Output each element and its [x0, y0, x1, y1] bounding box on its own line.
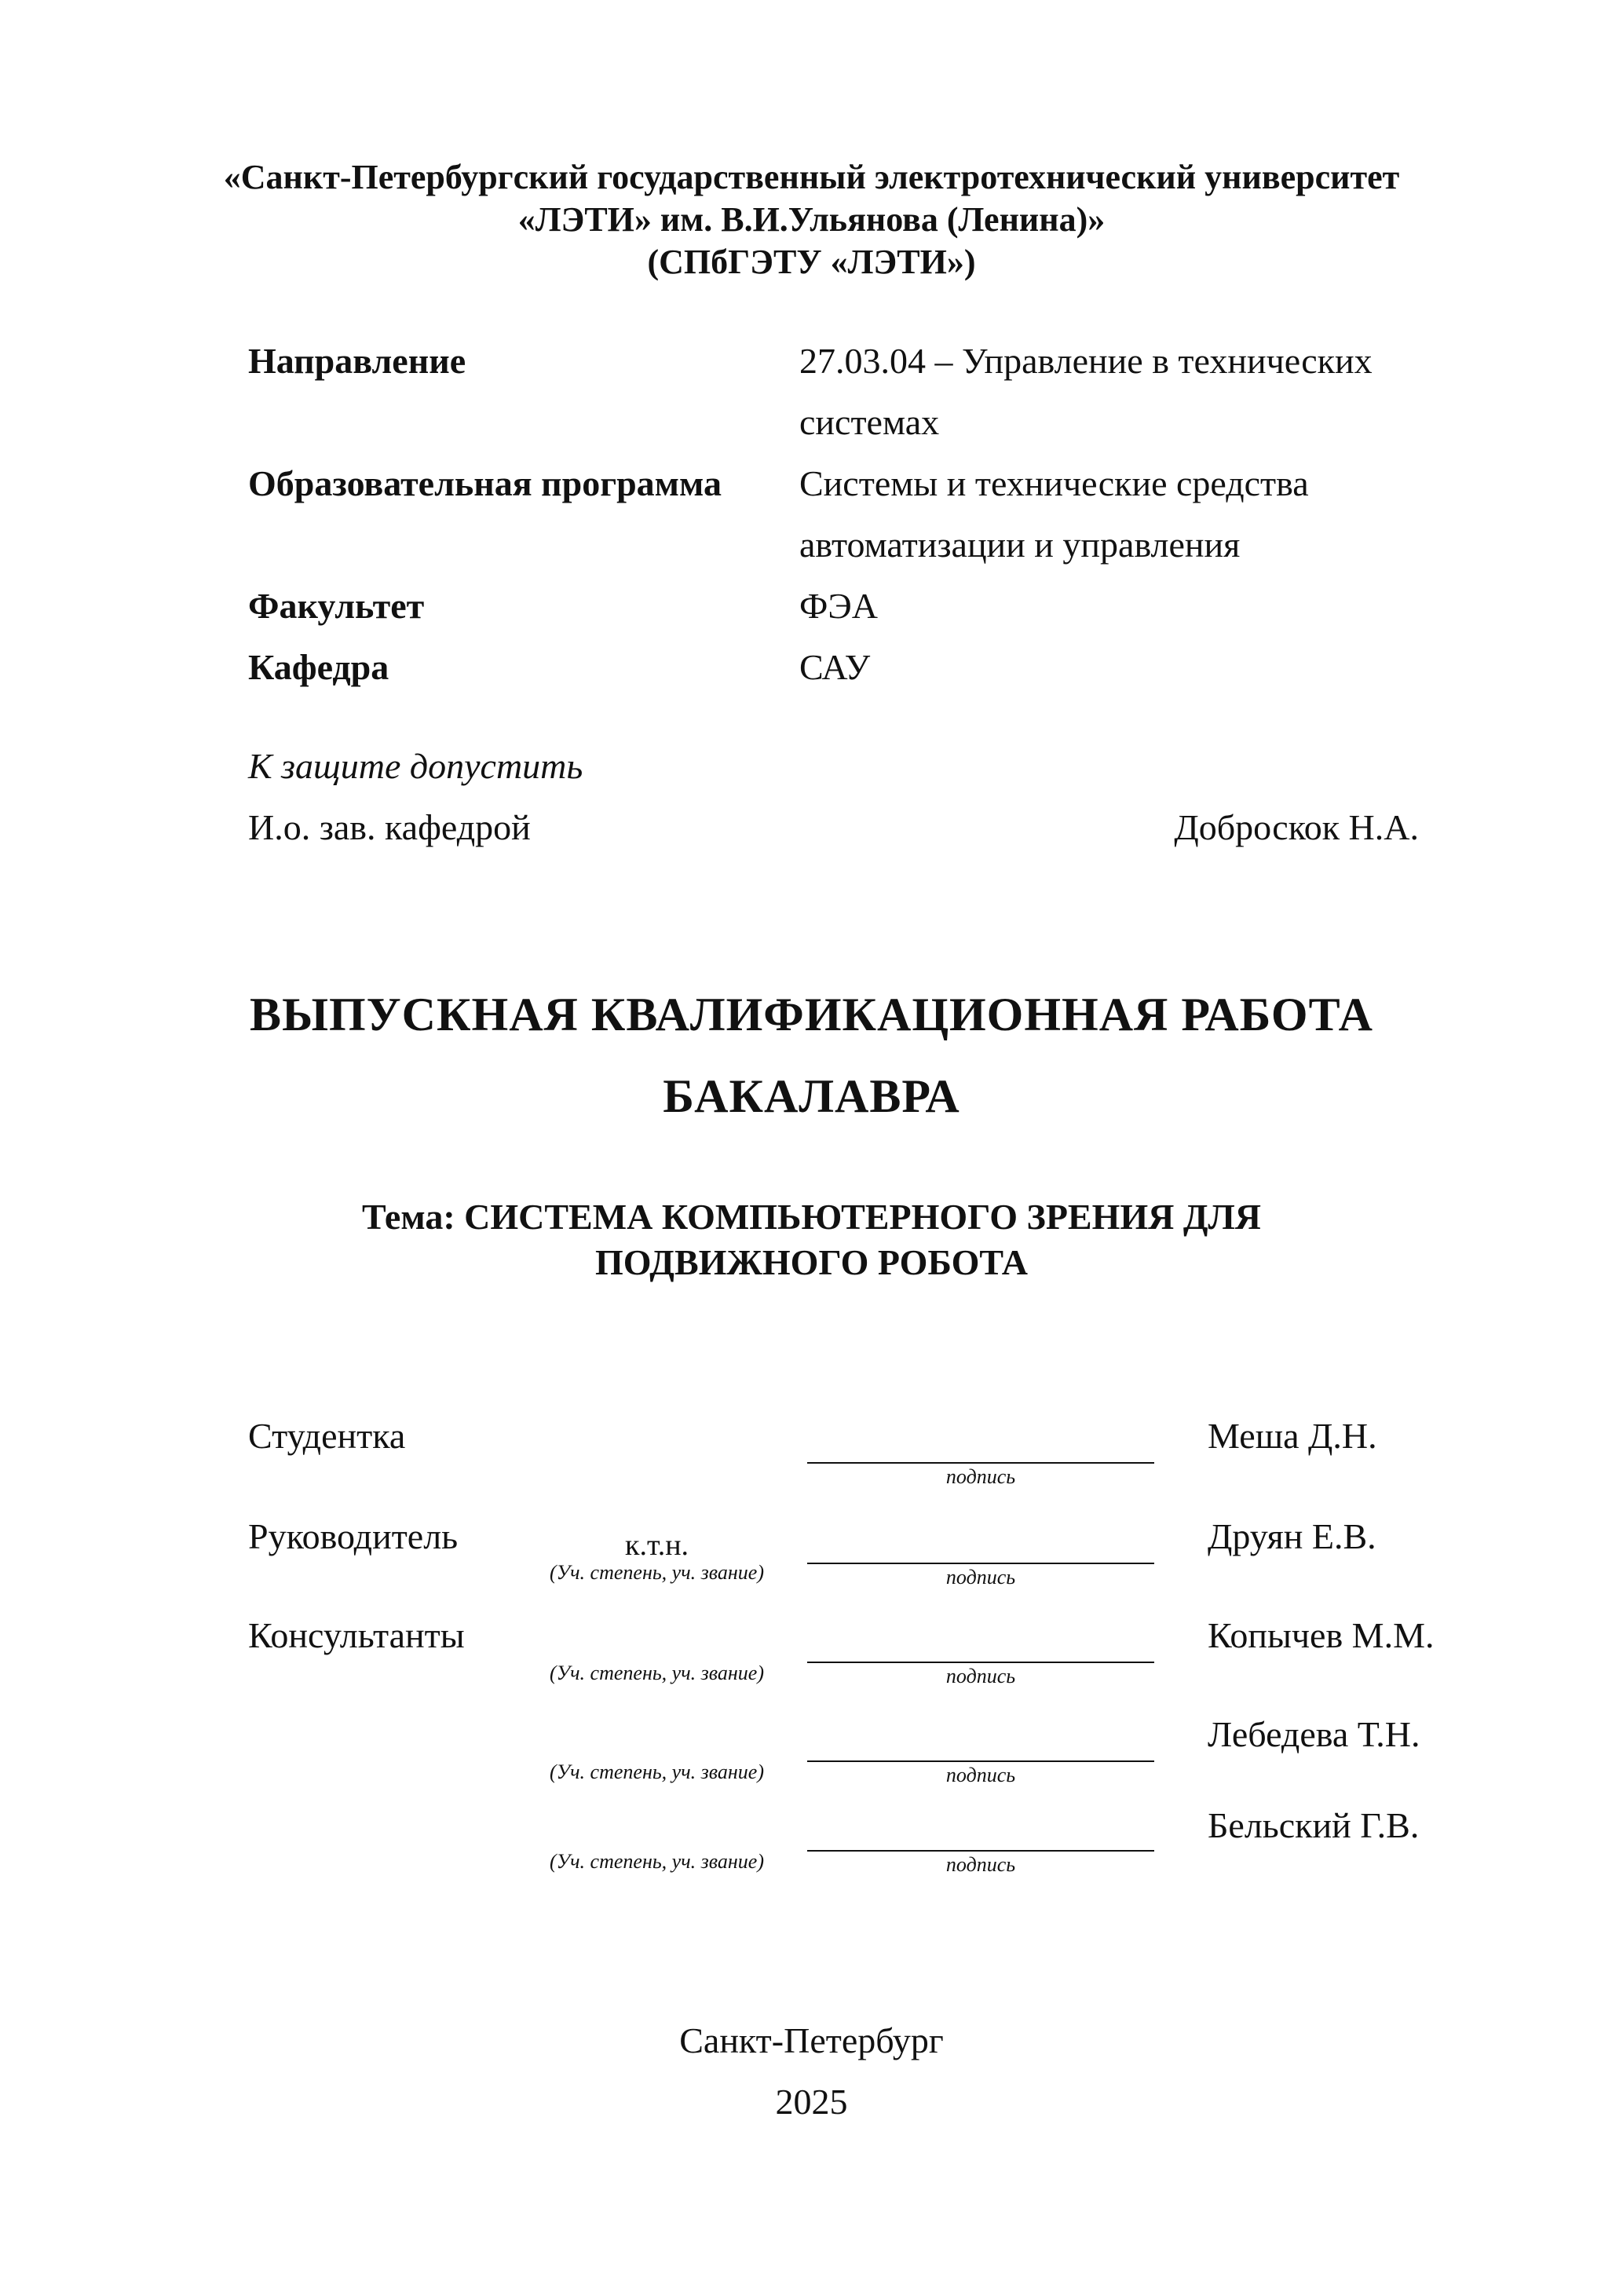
program-value-line2: автоматизации и управления — [799, 525, 1241, 565]
theme-line1: Тема: СИСТЕМА КОМПЬЮТЕРНОГО ЗРЕНИЯ ДЛЯ — [361, 1197, 1262, 1237]
admission-label: К защите допустить — [248, 746, 583, 786]
faculty-value: ФЭА — [799, 586, 878, 626]
consultant3-signature-line — [807, 1850, 1154, 1852]
supervisor-degree-caption: (Уч. степень, уч. звание) — [550, 1561, 764, 1584]
direction-value-line1: 27.03.04 – Управление в технических — [799, 341, 1373, 381]
student-signature-line — [807, 1462, 1154, 1464]
department-head-name: Доброскок Н.А. — [1174, 807, 1419, 847]
direction-label: Направление — [248, 341, 466, 381]
consultant1-signature-caption: подпись — [945, 1665, 1016, 1687]
consultant2-signature-caption: подпись — [945, 1764, 1016, 1786]
program-label: Образовательная программа — [248, 463, 722, 503]
program-value-line1: Системы и технические средства — [799, 463, 1309, 503]
university-name-line1: «Санкт-Петербургский государственный электротехнический университет — [223, 158, 1400, 196]
university-abbr: (СПбГЭТУ «ЛЭТИ») — [647, 243, 976, 281]
supervisor-signature-caption: подпись — [945, 1566, 1016, 1589]
supervisor-degree: к.т.н. — [625, 1529, 689, 1562]
consultant3-signature-caption: подпись — [945, 1853, 1016, 1876]
direction-value-line2: системах — [799, 402, 940, 442]
department-value: САУ — [799, 647, 871, 687]
student-role: Студентка — [248, 1416, 406, 1456]
student-name: Меша Д.Н. — [1208, 1416, 1377, 1456]
city: Санкт-Петербург — [679, 2020, 944, 2060]
department-head-role: И.о. зав. кафедрой — [248, 807, 531, 847]
supervisor-role: Руководитель — [248, 1516, 459, 1556]
consultant2-degree-caption: (Уч. степень, уч. звание) — [550, 1760, 764, 1783]
faculty-label: Факультет — [248, 586, 425, 626]
consultant1-name: Копычев М.М. — [1208, 1615, 1435, 1655]
department-label: Кафедра — [248, 647, 389, 687]
consultant1-degree-caption: (Уч. степень, уч. звание) — [550, 1662, 764, 1684]
university-name-line2: «ЛЭТИ» им. В.И.Ульянова (Ленина)» — [517, 200, 1106, 239]
consultant3-degree-caption: (Уч. степень, уч. звание) — [550, 1850, 764, 1873]
student-signature-caption: подпись — [945, 1465, 1016, 1488]
consultants-role: Консультанты — [248, 1615, 465, 1655]
work-title-line2: БАКАЛАВРА — [663, 1070, 960, 1122]
year: 2025 — [775, 2082, 848, 2122]
consultant2-signature-line — [807, 1760, 1154, 1762]
consultant3-name: Бельский Г.В. — [1208, 1805, 1420, 1845]
consultant2-name: Лебедева Т.Н. — [1208, 1714, 1420, 1754]
supervisor-name: Друян Е.В. — [1208, 1516, 1376, 1556]
consultant1-signature-line — [807, 1662, 1154, 1663]
supervisor-signature-line — [807, 1563, 1154, 1564]
theme-line2: ПОДВИЖНОГО РОБОТА — [595, 1242, 1028, 1282]
work-title-line1: ВЫПУСКНАЯ КВАЛИФИКАЦИОННАЯ РАБОТА — [250, 989, 1373, 1040]
